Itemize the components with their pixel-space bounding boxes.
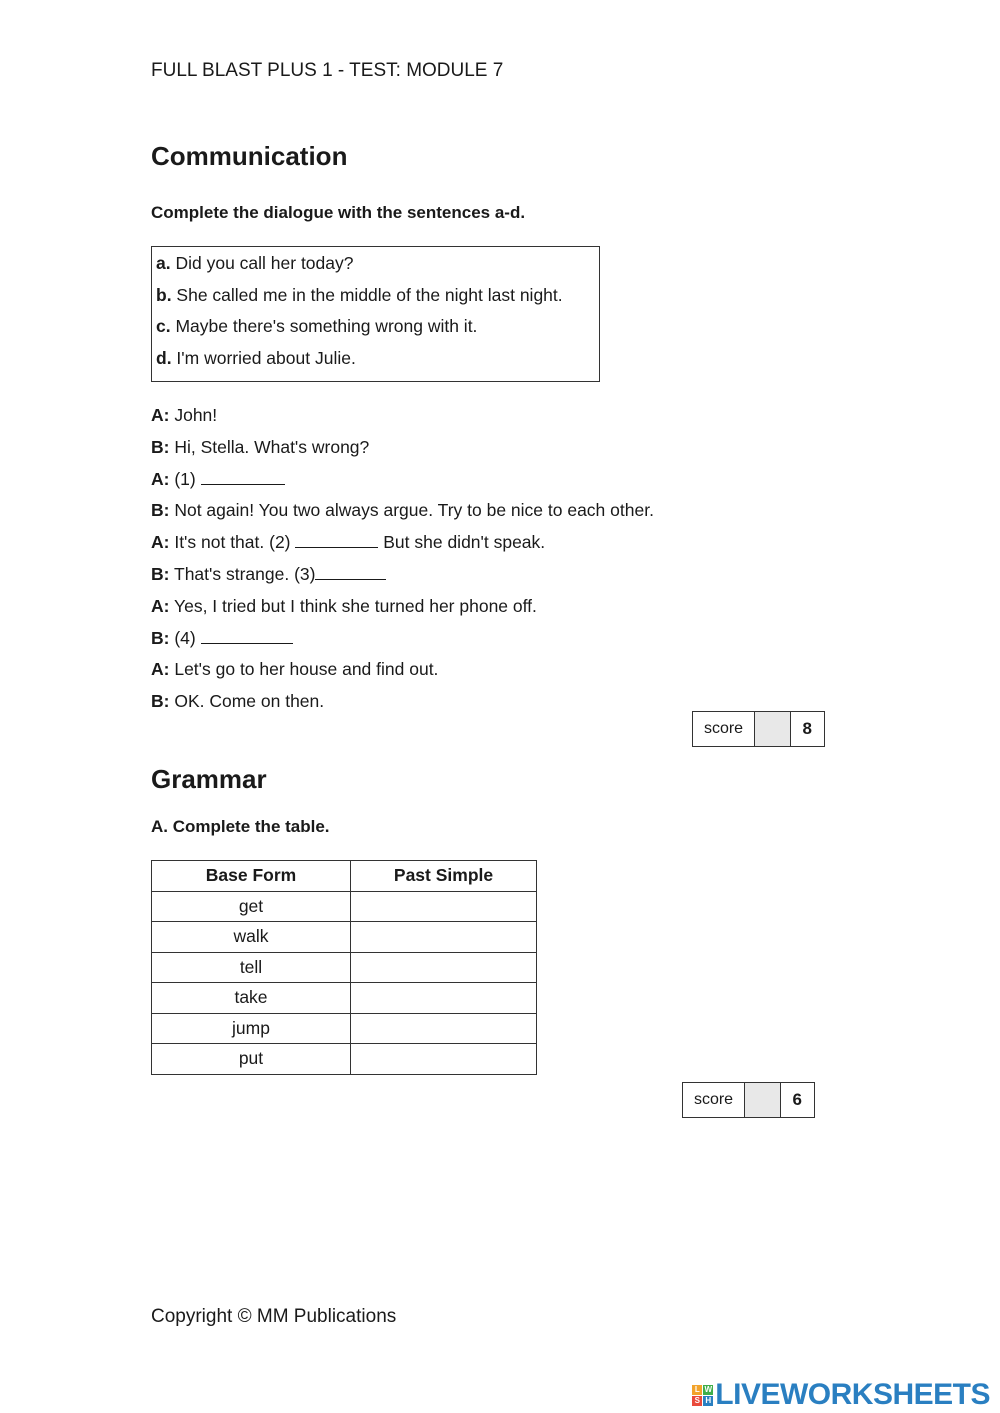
dialogue-line: B: (4) xyxy=(151,626,654,658)
dialogue-line: A: It's not that. (2) But she didn't speak. xyxy=(151,532,546,553)
grammar-title: Grammar xyxy=(151,764,267,794)
table-row xyxy=(152,952,537,983)
sentence-option-c: c. Maybe there's something wrong with it. xyxy=(156,316,478,336)
liveworksheets-logo-icon: L W S H xyxy=(692,1385,713,1406)
base-form-cell: walk xyxy=(152,922,351,953)
score-input xyxy=(745,1083,780,1117)
column-header-past-simple: Past Simple xyxy=(351,861,537,892)
dialogue-line: A: Let's go to her house and find out. xyxy=(151,659,439,680)
table-row xyxy=(152,1044,537,1075)
score-max-points: 8 xyxy=(802,719,812,738)
past-simple-input[interactable] xyxy=(351,922,537,953)
answer-blank-4[interactable] xyxy=(201,629,293,644)
brand-name: LIVEWORKSHEETS xyxy=(715,1378,990,1411)
grammar-instruction: A. Complete the table. xyxy=(151,817,330,836)
past-simple-input[interactable] xyxy=(351,983,537,1014)
table-row xyxy=(152,891,537,922)
sentence-option-b: b. She called me in the middle of the night last night. xyxy=(156,284,563,305)
table-row xyxy=(152,922,537,953)
score-max-points: 6 xyxy=(792,1090,802,1109)
dialogue-line: A: John! xyxy=(151,405,218,425)
dialogue-line: B: Not again! You two always argue. Try to be nice to each other. xyxy=(151,500,654,521)
table-header-row xyxy=(152,861,537,892)
sentence-options-box xyxy=(151,246,600,382)
base-form-cell: jump xyxy=(152,1013,351,1044)
dialogue-line: B: OK. Come on then. xyxy=(151,691,325,712)
base-form-cell: get xyxy=(152,891,351,922)
sentence-option-a: a. Did you call her today? xyxy=(156,253,354,273)
grammar-score-box xyxy=(682,1082,815,1118)
dialogue-line: B: Hi, Stella. What's wrong? xyxy=(151,436,370,457)
score-label: score xyxy=(693,712,755,746)
past-simple-input[interactable] xyxy=(351,891,537,922)
past-simple-input[interactable] xyxy=(351,1013,537,1044)
answer-blank-3[interactable] xyxy=(315,565,386,580)
copyright-text: Copyright © MM Publications xyxy=(151,1306,397,1327)
page-header: FULL BLAST PLUS 1 - TEST: MODULE 7 xyxy=(151,60,504,81)
past-simple-input[interactable] xyxy=(351,952,537,983)
communication-score-box xyxy=(692,711,825,747)
answer-blank-2[interactable] xyxy=(295,533,378,548)
score-input xyxy=(755,712,790,746)
table-row xyxy=(152,1013,537,1044)
past-simple-input[interactable] xyxy=(351,1044,537,1075)
dialogue-line: A: (1) xyxy=(151,467,654,499)
score-label: score xyxy=(683,1083,745,1117)
verb-table xyxy=(151,860,537,1075)
sentence-option-d: d. I'm worried about Julie. xyxy=(156,347,356,368)
table-row xyxy=(152,983,537,1014)
base-form-cell: put xyxy=(152,1044,351,1075)
communication-title: Communication xyxy=(151,141,348,171)
dialogue xyxy=(151,403,654,721)
column-header-base-form: Base Form xyxy=(152,861,351,892)
base-form-cell: tell xyxy=(152,952,351,983)
dialogue-line: A: Yes, I tried but I think she turned her phone off. xyxy=(151,595,537,616)
base-form-cell: take xyxy=(152,983,351,1014)
dialogue-line: B: That's strange. (3) xyxy=(151,562,654,594)
communication-instruction: Complete the dialogue with the sentences a-d. xyxy=(151,203,526,222)
answer-blank-1[interactable] xyxy=(201,470,285,485)
liveworksheets-brand[interactable] xyxy=(692,1378,990,1412)
